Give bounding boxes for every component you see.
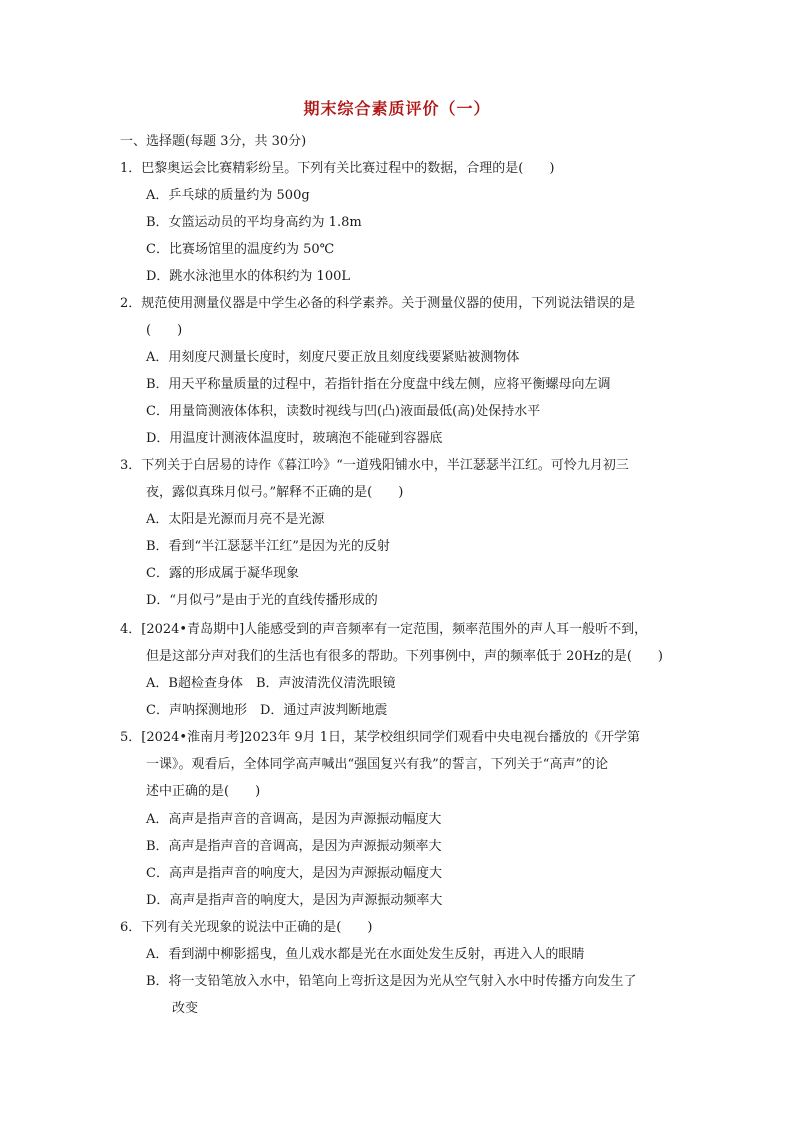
question-4: 4．[2024•青岛期中]人能感受到的声音频率有一定范围，频率范围外的声人耳一般听不到，	[120, 622, 648, 637]
question-6-option-b-continuation: 改变	[172, 1001, 199, 1016]
section-heading: 一、选择题(每题 3分，共 30分)	[120, 134, 307, 149]
page-title: 期末综合素质评价（一）	[303, 99, 491, 118]
question-3-option-c: C．露的形成属于凝华现象	[146, 566, 299, 581]
question-3-option-a: A．太阳是光源而月亮不是光源	[146, 512, 325, 527]
question-2-option-b: B．用天平称量质量的过程中，若指针指在分度盘中线左侧，应将平衡螺母向左调	[146, 377, 611, 392]
question-1-option-c: C．比赛场馆里的温度约为 50℃	[146, 242, 335, 257]
question-3-option-b: B．看到“半江瑟瑟半江红”是因为光的反射	[146, 539, 390, 554]
question-6-option-b: B．将一支铅笔放入水中，铅笔向上弯折这是因为光从空气射入水中时传播方向发生了	[146, 974, 637, 989]
question-1-option-a: A．乒乓球的质量约为 500g	[146, 188, 310, 203]
question-3-option-d: D．“月似弓”是由于光的直线传播形成的	[146, 593, 378, 608]
question-5-continuation-1: 一课》。观看后，全体同学高声喊出“强国复兴有我”的誓言，下列关于“高声”的论	[146, 757, 609, 772]
question-2-continuation: ( )	[146, 323, 183, 338]
question-4-options-ab: A．B超检查身体 B．声波清洗仪清洗眼镜	[146, 676, 396, 691]
question-6-option-a: A．看到湖中柳影摇曳，鱼儿戏水都是光在水面处发生反射，再进入人的眼睛	[146, 947, 585, 962]
question-5-option-d: D．高声是指声音的响度大，是因为声源振动频率大	[146, 893, 443, 908]
question-2-option-d: D．用温度计测液体温度时，玻璃泡不能碰到容器底	[146, 431, 443, 446]
question-2-option-c: C．用量筒测液体体积，读数时视线与凹(凸)液面最低(高)处保持水平	[146, 404, 541, 419]
question-5-option-b: B．高声是指声音的音调高，是因为声源振动频率大	[146, 839, 442, 854]
question-5-option-c: C．高声是指声音的响度大，是因为声源振动幅度大	[146, 866, 442, 881]
question-3-continuation: 夜，露似真珠月似弓。”解释不正确的是( )	[146, 485, 404, 500]
question-2-option-a: A．用刻度尺测量长度时，刻度尺要正放且刻度线要紧贴被测物体	[146, 350, 520, 365]
question-1-option-d: D．跳水泳池里水的体积约为 100L	[146, 269, 351, 284]
question-4-options-cd: C．声呐探测地形 D．通过声波判断地震	[146, 703, 388, 718]
question-5-continuation-2: 述中正确的是( )	[146, 784, 261, 799]
question-2: 2．规范使用测量仪器是中学生必备的科学素养。关于测量仪器的使用，下列说法错误的是	[120, 296, 636, 311]
question-6: 6．下列有关光现象的说法中正确的是( )	[120, 920, 373, 935]
question-5: 5．[2024•淮南月考]2023年 9月 1日，某学校组织同学们观看中央电视台播放的《开学第	[120, 730, 641, 745]
question-5-option-a: A．高声是指声音的音调高，是因为声源振动幅度大	[146, 812, 442, 827]
question-1: 1．巴黎奥运会比赛精彩纷呈。下列有关比赛过程中的数据，合理的是( )	[120, 161, 555, 176]
question-3: 3．下列关于白居易的诗作《暮江吟》“一道残阳铺水中，半江瑟瑟半江红。可怜九月初三	[120, 458, 629, 473]
question-4-continuation: 但是这部分声对我们的生活也有很多的帮助。下列事例中，声的频率低于 20Hz的是( )	[146, 649, 664, 664]
question-1-option-b: B．女篮运动员的平均身高约为 1.8m	[146, 215, 362, 230]
